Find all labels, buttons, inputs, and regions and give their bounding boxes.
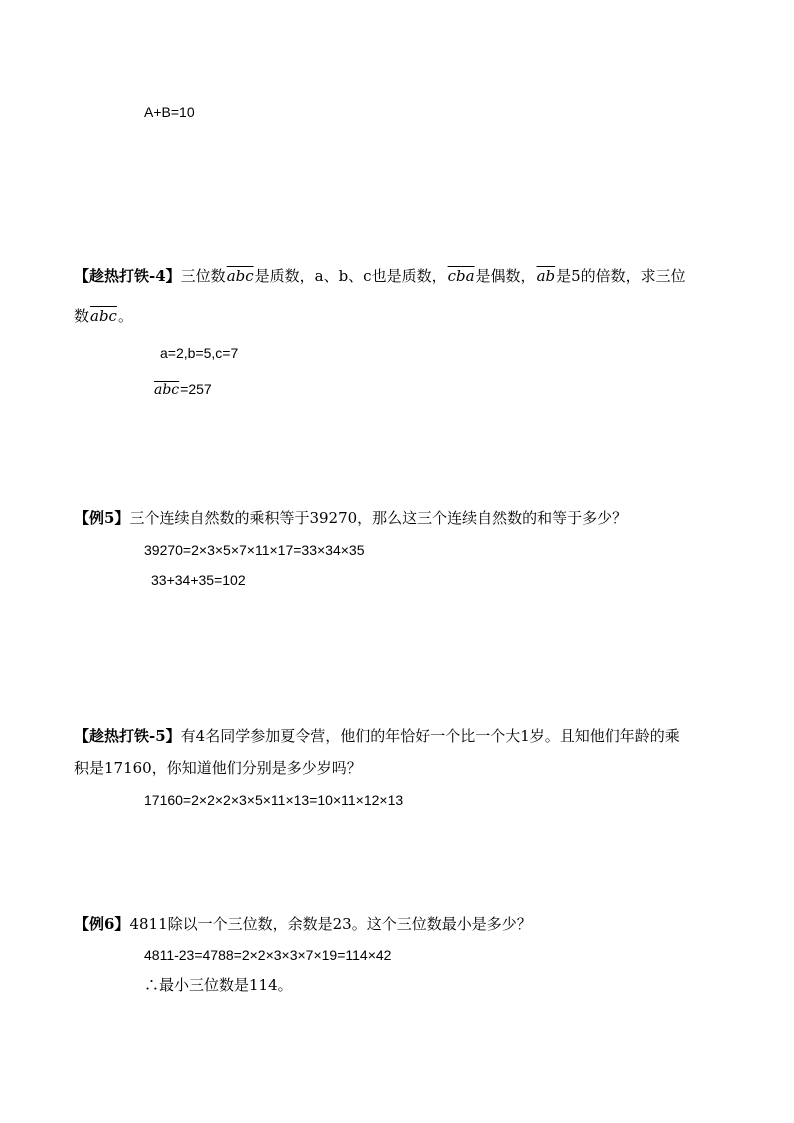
example-6-answer-1 bbox=[144, 945, 391, 965]
question-text: 。 bbox=[117, 307, 133, 325]
question-text: 数 bbox=[74, 307, 90, 325]
problem-5-question-line-2 bbox=[74, 758, 362, 778]
answer-text: A+B=10 bbox=[144, 104, 195, 120]
problem-5-tag: 【趁热打铁-5】 bbox=[74, 727, 181, 745]
example-6-question bbox=[74, 914, 532, 934]
question-text: 是质数，a、b、c也是质数， bbox=[254, 267, 447, 285]
answer-text: 39270=2×3×5×7×11×17=33×34×35 bbox=[144, 542, 365, 558]
example-6-tag: 【例6】 bbox=[74, 915, 130, 933]
problem-4-question-line-1 bbox=[74, 266, 686, 286]
answer-line bbox=[144, 102, 195, 122]
overline-cba: $\overline{cba}$ bbox=[447, 267, 475, 285]
overline-ab: $\overline{ab}$ bbox=[536, 267, 556, 285]
example-5-answer-1 bbox=[144, 540, 364, 560]
question-text: 有4名同学参加夏令营，他们的年恰好一个比一个大1岁。且知他们年龄的乘 bbox=[180, 727, 680, 745]
example-5-question bbox=[74, 508, 627, 528]
overline-abc: $\overline{abc}$ bbox=[226, 267, 254, 285]
problem-4-question-line-2 bbox=[74, 306, 133, 326]
overline-abc: $\overline{abc}$ bbox=[154, 382, 180, 398]
problem-4-answer-1 bbox=[160, 343, 238, 363]
question-text: 是5的倍数，求三位 bbox=[556, 267, 686, 285]
example-5-tag: 【例5】 bbox=[74, 509, 130, 527]
overline-abc: $\overline{abc}$ bbox=[90, 307, 117, 325]
example-5-answer-2 bbox=[151, 570, 246, 590]
problem-5-answer-1 bbox=[144, 790, 403, 810]
answer-text: 17160=2×2×2×3×5×11×13=10×11×12×13 bbox=[144, 792, 404, 808]
problem-5-question-line-1 bbox=[74, 726, 680, 746]
answer-text: 33+34+35=102 bbox=[151, 572, 246, 588]
question-text: 三个连续自然数的乘积等于39270，那么这三个连续自然数的和等于多少？ bbox=[129, 509, 628, 527]
question-text: 4811除以一个三位数，余数是23。这个三位数最小是多少？ bbox=[129, 915, 532, 933]
problem-4-tag: 【趁热打铁-4】 bbox=[74, 267, 181, 285]
answer-text: ∴最小三位数是114。 bbox=[144, 976, 293, 994]
answer-text: 4811-23=4788=2×2×3×3×7×19=114×42 bbox=[144, 947, 392, 963]
answer-text: =257 bbox=[180, 381, 212, 397]
example-6-answer-2 bbox=[144, 975, 293, 995]
question-text: 三位数 bbox=[180, 267, 226, 285]
question-text: 是偶数， bbox=[475, 267, 536, 285]
problem-4-answer-2 bbox=[153, 379, 212, 400]
answer-text: a=2,b=5,c=7 bbox=[160, 345, 239, 361]
question-text: 积是17160，你知道他们分别是多少岁吗？ bbox=[74, 759, 362, 777]
